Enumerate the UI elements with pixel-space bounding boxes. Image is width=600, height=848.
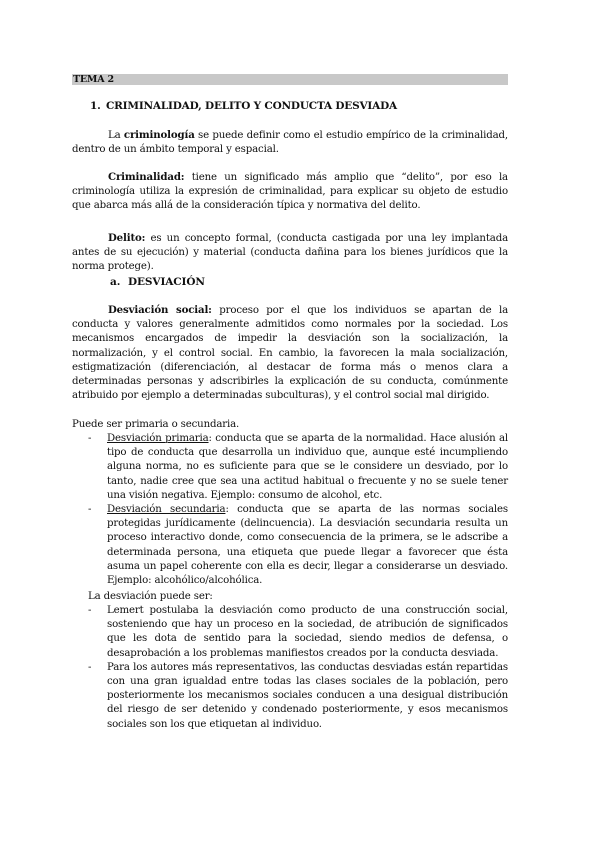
criminalidad-text: tiene un significado más amplio que “delito”, por eso la criminología utiliza la expresión de criminalidad, para explicar su objeto de estudio que abarca más allá de la consideración típica y normativa del delito. bbox=[72, 172, 508, 212]
intro-puede-ser: La desviación puede ser: bbox=[88, 591, 213, 602]
delito-term: Delito: bbox=[108, 232, 146, 244]
list-item bbox=[88, 432, 508, 503]
paragraph-desviacion-social bbox=[72, 303, 508, 403]
puede-ser-text: Lemert postulaba la desviación como producto de una construcción social, sosteniendo que hay un proceso en la sociedad, de atribución de significados que les dota de sentido para la sociedad, siendo medios de defensa, o desaprobación a los problemas manifiestos creados por la conducta desviada. bbox=[107, 605, 508, 659]
criminologia-term: criminología bbox=[123, 129, 195, 141]
paragraph-delito bbox=[72, 231, 508, 275]
intro-tipos: Puede ser primaria o secundaria. bbox=[72, 419, 240, 430]
list-item bbox=[88, 661, 508, 732]
list-dash: - bbox=[88, 661, 92, 673]
tipos-list bbox=[88, 432, 508, 588]
puede-ser-text: Para los autores más representativos, las conductas desviadas están repartidas con una gran igualdad entre todas las clases sociales de la población, pero posteriormente los mecanismos sociales conducen a una desigual distribución del riesgo de ser detenido y condenado posteriormente, y esos mecanismos sociales son los que etiquetan al individuo. bbox=[107, 661, 508, 730]
paragraph-criminalidad bbox=[72, 170, 508, 214]
list-dash: - bbox=[88, 504, 92, 516]
tipo-text: : conducta que se aparta de la normalidad. Hace alusión al tipo de conducta que desarrolla un individuo que, aunque esté incumpliendo alguna norma, no es suficiente para que se le considere un desviado, por lo tanto, nadie cree que sea una actitud habitual o frecuente y no se suele tener una visión negativa. Ejemplo: consumo de alcohol, etc. bbox=[107, 433, 508, 501]
criminologia-pre: La bbox=[108, 130, 124, 141]
subsection-heading bbox=[110, 276, 205, 288]
section-heading bbox=[90, 100, 397, 112]
criminalidad-term: Criminalidad: bbox=[108, 171, 185, 183]
tipo-text: : conducta que se aparta de las normas sociales protegidas jurídicamente (delincuencia). La desviación secundaria resulta un proceso interactivo donde, como consecuencia de la primera, se le adscribe a determinada persona, una etiqueta que puede llegar a favorecer que ésta asuma un papel coherente con ella es decir, llegar a considerarse un desviado. Ejemplo: alcohólico/alcohólica. bbox=[107, 504, 508, 587]
puede-ser-list bbox=[88, 604, 508, 732]
topic-label: TEMA 2 bbox=[73, 74, 114, 85]
desviacion-social-text: proceso por el que los individuos se apartan de la conducta y valores generalmente admitidos como normales por la sociedad. Los mecanismos encargados de impedir la desviación son la socialización, la normalización, y el control social. En cambio, la favorecen la mala socialización, estigmatización (diferenciación, al destacar de forma más o menos clara a determinadas personas y adscribirles la explicación de su conducta, comúnmente atribuido por ejemplo a determinadas subculturas), y el control social mal dirigido. bbox=[72, 305, 508, 402]
desviacion-social-term: Desviación social: bbox=[108, 304, 212, 316]
list-item bbox=[88, 503, 508, 588]
delito-text: es un concepto formal, (conducta castigada por una ley implantada antes de su ejecución) y material (conducta dañina para los bienes jurídicos que la norma protege). bbox=[72, 233, 508, 273]
subsection-title: DESVIACIÓN bbox=[128, 276, 205, 288]
list-dash: - bbox=[88, 433, 92, 444]
subsection-number: a. bbox=[110, 276, 121, 288]
tipo-term: Desviación primaria bbox=[107, 433, 209, 444]
topic-header-bar bbox=[72, 74, 508, 85]
paragraph-criminologia bbox=[72, 128, 508, 157]
section-title: CRIMINALIDAD, DELITO Y CONDUCTA DESVIADA bbox=[106, 100, 397, 112]
list-item bbox=[88, 604, 508, 661]
tipo-term: Desviación secundaria bbox=[107, 504, 226, 516]
criminologia-text: se puede definir como el estudio empírico de la criminalidad, dentro de un ámbito temporal y espacial. bbox=[72, 130, 508, 156]
list-dash: - bbox=[88, 605, 92, 616]
section-number: 1. bbox=[90, 100, 101, 112]
